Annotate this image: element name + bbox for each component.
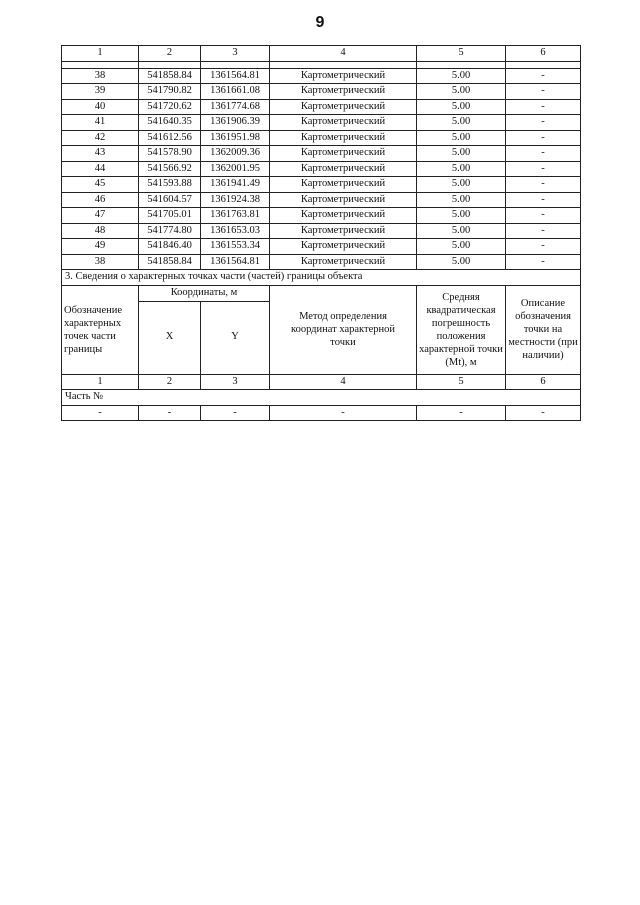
mt: 5.00 [417,254,506,270]
method: Картометрический [270,146,417,162]
point-number: 43 [62,146,139,162]
coord-y: 1361774.68 [201,99,270,115]
header-y: Y [201,301,270,374]
point-number: 44 [62,161,139,177]
col-number: 4 [270,46,417,62]
mt: 5.00 [417,84,506,100]
coord-x: 541578.90 [139,146,201,162]
method: Картометрический [270,99,417,115]
coord-x: 541640.35 [139,115,201,131]
method: Картометрический [270,68,417,84]
coordinates-table [61,45,581,421]
point-number: 48 [62,223,139,239]
description: - [506,84,581,100]
point-number: 49 [62,239,139,255]
description: - [506,254,581,270]
section-header-row [62,285,581,301]
mt: 5.00 [417,239,506,255]
description: - [506,146,581,162]
mt: 5.00 [417,115,506,131]
coord-x: 541720.62 [139,99,201,115]
table-row [62,130,581,146]
col-number: 4 [270,374,417,390]
col-number: 6 [506,374,581,390]
point-number: 47 [62,208,139,224]
method: Картометрический [270,115,417,131]
table-row [62,161,581,177]
description: - [506,177,581,193]
table-row [62,192,581,208]
table-row [62,177,581,193]
coord-x: 541566.92 [139,161,201,177]
col-number: 3 [201,46,270,62]
coord-x: 541705.01 [139,208,201,224]
coord-x: 541612.56 [139,130,201,146]
method: Картометрический [270,161,417,177]
col-number: 1 [62,374,139,390]
method: Картометрический [270,130,417,146]
coord-y: 1361661.08 [201,84,270,100]
method: Картометрический [270,84,417,100]
coord-x: 541858.84 [139,68,201,84]
description: - [506,68,581,84]
header-point-label: Обозначение характерных точек части границы [62,285,139,374]
description: - [506,115,581,131]
section-column-number-row [62,374,581,390]
method: Картометрический [270,223,417,239]
coord-y: 1362009.36 [201,146,270,162]
point-number: 38 [62,254,139,270]
col-number: 5 [417,46,506,62]
mt: 5.00 [417,146,506,162]
mt: 5.00 [417,223,506,239]
col-number: 2 [139,46,201,62]
coord-x: 541846.40 [139,239,201,255]
col-number: 6 [506,46,581,62]
blank-row [62,61,581,68]
coord-x: 541593.88 [139,177,201,193]
table-row [62,254,581,270]
empty-part-row [62,405,581,421]
coord-y: 1361553.34 [201,239,270,255]
point-number: 38 [62,68,139,84]
coord-y: 1361564.81 [201,68,270,84]
header-coords: Координаты, м [139,285,270,301]
table-row [62,115,581,131]
description: - [506,208,581,224]
point-number: 46 [62,192,139,208]
description: - [506,239,581,255]
coord-x: 541790.82 [139,84,201,100]
coord-y: 1361941.49 [201,177,270,193]
col-number: 2 [139,374,201,390]
method: Картометрический [270,208,417,224]
mt: 5.00 [417,68,506,84]
empty-cell: - [139,405,201,421]
col-number: 5 [417,374,506,390]
header-description: Описание обозначения точки на местности (при наличии) [506,285,581,374]
description: - [506,161,581,177]
column-number-row [62,46,581,62]
empty-cell: - [201,405,270,421]
header-mt: Средняя квадратическая погрешность положения характерной точки (Mt), м [417,285,506,374]
mt: 5.00 [417,192,506,208]
coord-x: 541604.57 [139,192,201,208]
table-row [62,223,581,239]
coord-y: 1361763.81 [201,208,270,224]
coord-y: 1361653.03 [201,223,270,239]
point-number: 45 [62,177,139,193]
mt: 5.00 [417,99,506,115]
mt: 5.00 [417,208,506,224]
description: - [506,130,581,146]
point-number: 39 [62,84,139,100]
empty-cell: - [506,405,581,421]
method: Картометрический [270,239,417,255]
empty-cell: - [417,405,506,421]
empty-cell: - [62,405,139,421]
coord-y: 1361906.39 [201,115,270,131]
method: Картометрический [270,192,417,208]
part-row [62,390,581,406]
point-number: 42 [62,130,139,146]
table-row [62,146,581,162]
method: Картометрический [270,177,417,193]
coord-y: 1361951.98 [201,130,270,146]
empty-cell: - [270,405,417,421]
coord-y: 1361564.81 [201,254,270,270]
table-row [62,239,581,255]
page-number: 9 [315,14,325,31]
method: Картометрический [270,254,417,270]
table-row [62,99,581,115]
col-number: 1 [62,46,139,62]
table-row [62,208,581,224]
coord-x: 541858.84 [139,254,201,270]
description: - [506,192,581,208]
coord-x: 541774.80 [139,223,201,239]
mt: 5.00 [417,161,506,177]
mt: 5.00 [417,130,506,146]
point-number: 41 [62,115,139,131]
header-method: Метод определения координат характерной точки [270,285,417,374]
section-title-row [62,270,581,286]
part-label: Часть № [62,390,581,406]
section-title: 3. Сведения о характерных точках части (частей) границы объекта [62,270,581,286]
table-row [62,84,581,100]
table-row [62,68,581,84]
point-number: 40 [62,99,139,115]
col-number: 3 [201,374,270,390]
description: - [506,99,581,115]
description: - [506,223,581,239]
header-x: X [139,301,201,374]
coord-y: 1361924.38 [201,192,270,208]
coord-y: 1362001.95 [201,161,270,177]
mt: 5.00 [417,177,506,193]
